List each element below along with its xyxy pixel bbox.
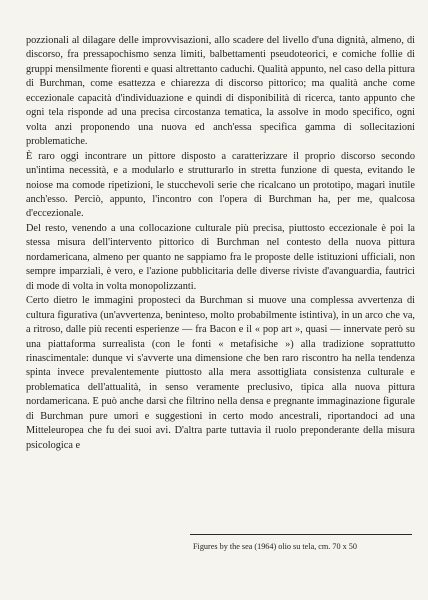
paragraph-4: Certo dietro le immagini proposteci da Burchman si muove una complessa avvertenza di cultura figurativa (un'avvertenza, beninteso, molto probabilmente istintiva), in un arco che va, a ritroso, dalle più recenti esperienze — fra Bacon e il « pop art », quasi — innervate però su una piattaforma surrealista (con le fonti « metafisiche ») alla tradizione soprattutto rinascimentale: dunque vi s'avverte una dimensione che ben raro riscontro ha nella tendenza spinta invece prevalentemente piuttosto alla mera assottigliata consistenza culturale e problematica dell'attualità, in senso veramente preclusivo, tipica alla nuova pittura nordamericana. E può anche darsi che filtrino nella densa e pregnante immaginazione figurale di Burchman pure umori e suggestioni in certo modo ancestrali, riportandoci ad una Mitteleuropea che fu dei suoi avi. D'altra parte tuttavia il ruolo preponderante della misura psicologica e [26,295,415,451]
paragraph-2: È raro oggi incontrare un pittore disposto a caratterizzare il proprio discorso secondo un'intima necessità, e a modularlo e strutturarlo in stretta funzione di questa, evitando le noiose ma comode ripetizioni, le stucchevoli serie che ricalcano un prototipo, magari inutile anch'esso. Perciò, appunto, l'incontro con l'opera di Burchman ha, per me, qualcosa d'eccezionale. [26,150,415,220]
figure-caption: Figures by the sea (1964) olio su tela, cm. 70 x 50 [193,542,357,551]
body-text [26,34,415,453]
caption-divider [190,534,412,535]
paragraph-3: Del resto, venendo a una collocazione culturale più precisa, piuttosto eccezionale è poi la stessa misura dell'intervento pittorico di Burchman nel contesto della nuova pittura nordamericana, almeno per quanto ne sappiamo fra le proposte delle istituzioni ufficiali, non sempre imparziali, è vero, e l'azione pubblicitaria delle diverse riviste d'avanguardia, fautrici di mode di volta in volta monopolizzanti. [26,222,415,292]
paragraph-1: pozzionali al dilagare delle improvvisazioni, allo scadere del livello d'una dignità, almeno, di discorso, fra pressapochismo senza limiti, balbettamenti pseudoteorici, e comiche follie di gruppi mensilmente fiorenti e quasi altrettanto caduchi. Qualità appunto, nel caso della pittura di Burchman, come esattezza e chiarezza di discorso pittorico; ma qualità anche come eccezionale capacità d'individuazione e quindi di disponibilità di ricerca, tanto appunto che ogni tela risponde ad una precisa circostanza tematica, la assolve in modo specifico, ogni volta anzi proponendo una nuova ed anch'essa specifica gamma di sollecitazioni problematiche. [26,35,415,148]
